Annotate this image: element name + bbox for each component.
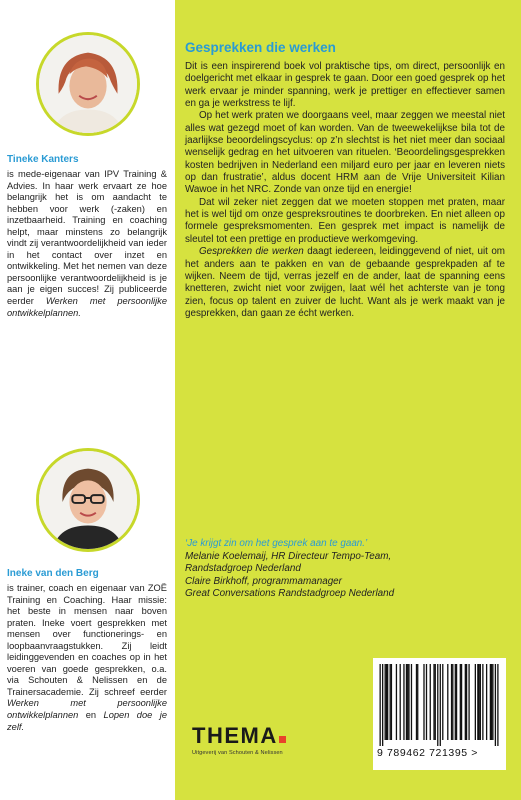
barcode-bar — [466, 664, 467, 740]
barcode-bar — [480, 664, 481, 740]
barcode-bar — [411, 664, 412, 740]
author-block-tineke — [7, 32, 167, 319]
blurb-paragraph: Dat wil zeker niet zeggen dat we moeten stoppen met praten, maar het is wel tijd om onze gespreksroutines te doorbreken. En niet alleen op formele gespreksmomenten. Een gesprek met impact is namelijk de sleutel tot een prettige en productieve werkomgeving. — [185, 196, 505, 245]
barcode-bar — [423, 664, 424, 740]
author-name: Tineke Kanters — [7, 154, 79, 165]
author-name: Ineke van den Berg — [7, 568, 99, 579]
barcode-bar — [492, 664, 493, 740]
blurb-text — [185, 40, 505, 320]
barcode-bar — [455, 664, 456, 740]
endorsement-quote — [185, 538, 505, 601]
blurb-paragraph: Op het werk praten we doorgaans veel, maar zeggen we meestal niet alles wat gezegd moet of kan worden. Van de tweewekelijkse bila tot de jaarlijkse beoordelingscyclus: op z’n slechtst is het niet meer dan sociaal wenselijk gedrag en het uitvoeren van rituelen. ‘Beoordelingsgesprekken kosten bedrijven in Nederland een miljard euro per jaar en leveren niets op dan frustratie’, aldus docent HRM aan de Vrije Universiteit Kilian Wawoe in het NRC. Zonde van onze tijd en energie! — [185, 110, 505, 196]
blurb-panel — [175, 0, 521, 800]
barcode-bar — [380, 664, 381, 746]
barcode-bar — [386, 664, 387, 740]
barcode-bar — [461, 664, 462, 740]
isbn-barcode — [373, 658, 506, 770]
barcode-bar — [491, 664, 492, 740]
barcode-bar — [475, 664, 476, 740]
portrait-illustration — [39, 35, 137, 133]
barcode-bar — [442, 664, 443, 740]
publisher-wordmark — [192, 724, 352, 748]
barcode-bar — [382, 664, 383, 746]
barcode-bar — [390, 664, 391, 740]
author-column — [0, 0, 175, 800]
isbn-number: 9 789462 721395 > — [377, 747, 478, 759]
logo-dot-icon — [279, 736, 286, 743]
barcode-bar — [477, 664, 478, 740]
barcode-bar — [478, 664, 479, 740]
barcode-bar — [490, 664, 491, 740]
publisher-subtitle: Uitgeverij van Schouten & Nelissen — [192, 750, 283, 756]
barcode-bar — [482, 664, 483, 740]
barcode-bar — [417, 664, 418, 740]
publisher-logo — [192, 724, 352, 756]
barcode-bar — [426, 664, 427, 740]
author-block-ineke — [7, 448, 167, 733]
barcode-bar — [430, 664, 431, 740]
barcode-bar — [391, 664, 392, 740]
quote-attribution: Claire Birkhoff, programmamanager — [185, 575, 342, 587]
barcode-bar — [495, 664, 496, 746]
barcode-bar — [486, 664, 487, 740]
blurb-paragraph: Gesprekken die werken daagt iedereen, leidinggevend of niet, uit om het anders aan te pakken en van de gebaande gesprekpaden af te wijken. Neem de tijd, verras jezelf en de ander, laat de spanning eens knetteren, zwicht niet voor zwijgen, laat wél het achterste van je tong zien, focus op talent en zuiver de lucht. Want als je werk maakt van je gesprekken, dan gaan ze écht werken. — [185, 246, 505, 319]
author-photo — [36, 32, 140, 136]
barcode-bar — [437, 664, 438, 746]
quote-attribution: Melanie Koelemaij, HR Directeur Tempo-Team, — [185, 550, 392, 562]
barcode-bar — [416, 664, 417, 740]
portrait-illustration — [39, 451, 137, 549]
barcode-bar — [465, 664, 466, 740]
barcode-bar — [400, 664, 401, 740]
barcode-bar — [440, 664, 441, 746]
author-bio: is mede-eigenaar van IPV Training & Advies. In haar werk ervaart ze hoe belangrijk het is om aandacht te hebben voor werk (-zaken) en inzetbaarheid. Training en coaching helpt, maar minstens zo belangrijk vindt zij verantwoordelijkheid van ieder in het contact over inzet en ontwikkeling. Met het nemen van deze persoonlijke verantwoordelijkheid is je aan je eigen succes! Zij publiceerde eerder Werken met persoonlijke ontwikkelplannen. — [7, 169, 167, 318]
book-title-heading: Gesprekken die werken — [185, 40, 336, 55]
barcode-bar — [385, 664, 386, 740]
barcode-bar — [468, 664, 469, 740]
publisher-name: THEMA — [192, 723, 278, 748]
barcode-bar — [433, 664, 434, 740]
barcode-bar — [460, 664, 461, 740]
blurb-paragraph: Dit is een inspirerend boek vol praktische tips, om direct, persoonlijk en doelgericht met elkaar in gesprek te gaan. Door een goed gesprek op het werk ervaar je minder spanning, werk je prettiger en effectiever samen en ga je werkstress te lijf. — [185, 61, 505, 110]
barcode-bar — [396, 664, 397, 740]
barcode-bars — [377, 664, 501, 746]
author-photo — [36, 448, 140, 552]
barcode-bar — [452, 664, 453, 740]
quote-attribution: Great Conversations Randstadgroep Nederland — [185, 588, 395, 600]
barcode-bar — [408, 664, 409, 740]
barcode-bar — [403, 664, 404, 740]
barcode-bar — [456, 664, 457, 740]
quote-attribution: Randstadgroep Nederland — [185, 563, 301, 575]
barcode-bar — [387, 664, 388, 740]
barcode-bar — [497, 664, 498, 746]
quote-text: ‘Je krijgt zin om het gesprek aan te gaan.’ — [185, 538, 368, 549]
barcode-bar — [435, 664, 436, 740]
author-bio: is trainer, coach en eigenaar van ZOË Training en Coaching. Haar missie: het beste in mensen naar boven praten. Ineke voert gesprekken met mensen over functionerings- en loopbaanvraagstukken. Zij leidt leidinggevenden en coaches op in het voeren van goede gesprekken, o.a. via Schouten & Nelissen en de Trainersacademie. Zij schreef eerder Werken met persoonlijke ontwikkelplannen en Lopen doe je zelf. — [7, 583, 167, 732]
barcode-bar — [407, 664, 408, 740]
barcode-bar — [451, 664, 452, 740]
barcode-bar — [447, 664, 448, 740]
barcode-bar — [406, 664, 407, 740]
